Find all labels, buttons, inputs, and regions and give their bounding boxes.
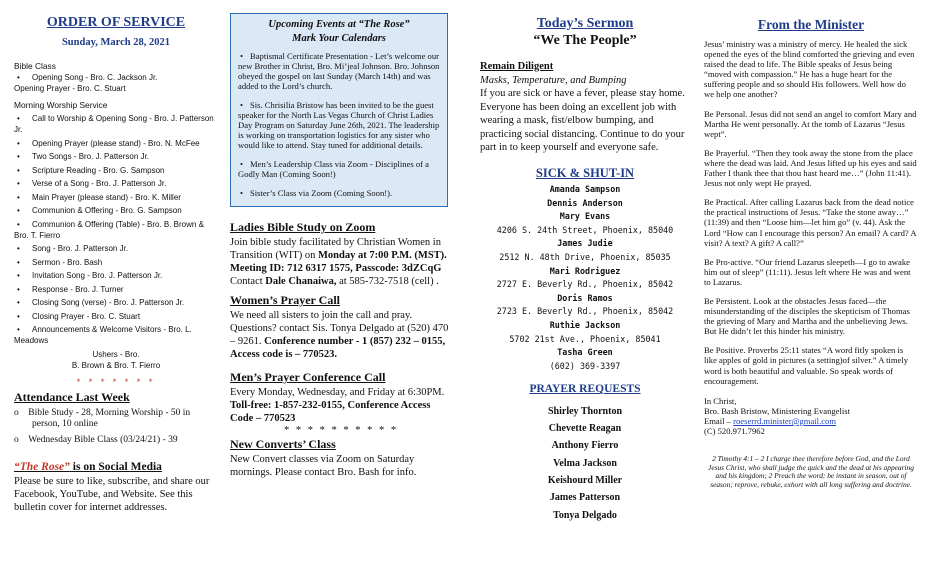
prayer-requests-title: PRAYER REQUESTS [529,383,641,396]
email-link[interactable]: roeserrd.minister@gmail.com [733,415,837,426]
list-item: • Announcements & Welcome Visitors - Bro. L. Meadows [14,324,218,346]
mens-prayer-title: Men’s Prayer Conference Call [230,370,386,384]
sick-name: Mary Evans [559,211,611,222]
minister-paragraph: Be Practical. After calling Lazarus back from the dead notice the practical instructions of Jesus. “Take the stone away…” (11:39) and then “Loose him—let him go” (v. 44). Ask the Lord “How can I encourage this person? An email? A card? A visit? A text? A gift? A call?” [704,197,917,248]
list-item: Opening Prayer - Bro. C. Stuart [14,84,126,93]
attendance-title: Attendance Last Week [14,389,130,404]
ladies-meeting-info: Monday at 7:00 P.M. (MST). Meeting ID: 712 6317 1575, Passcode: 3dZCqG [230,250,447,274]
prayer-requests-list [480,403,690,524]
sick-name: Doris Ramos [557,292,613,303]
list-item: • Call to Worship & Opening Song - Bro. J. Patterson Jr. [14,113,218,135]
sick-address: 2727 E. Beverly Rd., Phoenix, 85042 [496,279,674,290]
list-item: • Men’s Leadership Class via Zoom - Disciplines of a Godly Man (Coming Soon!) [238,159,440,179]
list-item: • Main Prayer (please stand) - Bro. K. Miller [14,192,218,203]
contact-name: Dale Chanaiwa, [265,276,337,287]
events-list [238,51,440,198]
contact-phone: at 585-732-7518 (cell) . [336,276,439,287]
new-converts-text: New Convert classes via Zoom on Saturday mornings. Please contact Bro. Bash for info. [230,454,417,478]
sick-name: Tasha Green [557,347,613,358]
attendance-list [14,408,218,447]
list-item: • Invitation Song - Bro. J. Patterson Jr. [14,270,218,281]
remain-diligent-title: Remain Diligent [480,61,554,72]
email-label: Email – [704,415,734,426]
list-item: • Sis. Chrisilia Bristow has been invited to be the guest speaker for the North Las Vegas Church of Christ Ladies Day Program on Saturday June 26th, 2021. The leadership is working on transportation logistics for any sister who would like to attend. Stay tuned for additional details. [238,100,440,150]
prayer-name: Keishourd Miller [547,475,623,486]
sermon-column [480,0,690,563]
minister-title: From the Minister [757,17,865,32]
womens-text: We need all sisters to join the call and pray. Questions? contact Sis. Tonya Delgado at (520) 470 – 9261. [230,310,449,347]
social-media-title [14,462,218,473]
list-item: • Verse of a Song - Bro. J. Patterson Jr. [14,178,218,189]
new-converts-title: New Converts’ Class [230,437,336,451]
list-item: • Baptismal Certificate Presentation - Let’s welcome our new Brother in Christ, Bro. Mi’jeal Johnson. Bro. Johnson obeyed the gospel on last Sunday (March 14th) and was added to the Lord’s church. [238,51,440,91]
womens-prayer-title: Women’s Prayer Call [230,293,340,307]
ladies-contact [230,275,452,288]
remain-diligent-subtitle: Masks, Temperature, and Bumping [480,74,627,86]
events-column [230,0,452,563]
prayer-name: Anthony Fierro [551,440,619,452]
social-media-text: Please be sure to like, subscribe, and share our Facebook, YouTube, and Website. See this bulletin cover for internet addresses. [14,476,210,513]
mens-conference-info: Toll-free: 1-857-232-0155, Conference Access Code – 770523 [230,400,431,424]
minister-paragraph: Be Prayerful. “Then they took away the stone from the place where the dead was laid. And Jesus lifted up his eyes and said Father I thank thee that thou hast heard me…” (John 11:41). Jesus not only wept He prayed. [704,147,917,189]
minister-name: Bro. Bash Bristow, Ministering Evangelist [704,405,851,416]
list-item: • Response - Bro. J. Turner [14,284,218,295]
prayer-name: Shirley Thornton [548,405,622,417]
sick-shut-in-title: SICK & SHUT-IN [535,165,635,180]
ladies-text: Join bible study facilitated by Christian Women in Transition (WIT) on [230,237,441,261]
prayer-name: Chevette Reagan [548,423,622,435]
phone-number: (C) 520.971.7962 [704,426,765,436]
sick-name: Mari Rodriguez [549,265,621,276]
sick-address: 4206 S. 24th Street, Phoenix, 85040 [496,224,674,235]
sick-address: 2723 E. Beverly Rd., Phoenix, 85042 [496,306,674,317]
list-item: • Communion & Offering (Table) - Bro. B. Brown & Bro. T. Fierro [14,219,218,241]
mens-text: Every Monday, Wednesday, and Friday at 6:30PM. [230,387,445,398]
list-item: o Wednesday Bible Class (03/24/21) - 39 [14,434,178,445]
mens-prayer-text [230,386,452,425]
minister-paragraph: Be Personal. Jesus did not send an angel to comfort Mary and Martha He went personally. At the tomb of Lazarus “Jesus wept”. [704,108,917,139]
list-item: • Sister’s Class via Zoom (Coming Soon!). [238,188,440,198]
minister-paragraph: Be Positive. Proverbs 25:11 states “A word fitly spoken is like apples of gold in pictures (a setting)of silver.” A timely word is both beautiful and valuable. So speak words of encouragement. [704,345,909,386]
womens-prayer-text [230,309,452,361]
order-of-service-column [14,0,218,563]
minister-column [704,0,918,563]
ushers-line [14,349,218,371]
bible-class-heading: Bible Class [14,61,56,71]
events-title: Upcoming Events at “The Rose” [268,19,410,30]
sick-address: 5702 21st Ave., Phoenix, 85041 [509,333,661,344]
sick-name: Dennis Anderson [547,197,623,208]
star-divider: * * * * * * * [76,376,156,387]
list-item: o Bible Study - 28, Morning Worship - 50 in person, 10 online [14,407,191,429]
sick-name: James Judie [557,238,613,249]
list-item: • Communion & Offering - Bro. G. Sampson [14,205,218,216]
prayer-name: James Patterson [549,492,621,504]
upcoming-events-box [230,13,448,207]
minister-paragraph: Jesus’ ministry was a ministry of mercy. He healed the sick opened the eyes of the blind comforted the grieving and even raised the dead to life. The Bible speaks of Jesus being “moved with compassion.” He has a huge heart for the suffering people and so should His followers. Well how do we help one another? [704,39,915,100]
the-rose-label: “The Rose” [14,461,70,473]
prayer-name: Velma Jackson [553,457,617,469]
sign-off: In Christ, [704,395,737,406]
sermon-title: “We The People” [533,32,637,48]
sick-address: 2512 N. 48th Drive, Phoenix, 85035 [499,251,671,262]
list-item: • Opening Song - Bro. C. Jackson Jr. [14,72,218,83]
remain-diligent-text: If you are sick or have a fever, please stay home. Everyone has been doing an excellent job with wearing a mask, fist/elbow bumping, and practicing social distancing. Continue to do your part in to keep yourself and everyone safe. [480,88,685,153]
events-subtitle: Mark Your Calendars [292,33,386,44]
email-line [704,416,918,426]
contact-label: Contact [230,276,266,287]
minister-paragraphs [704,39,918,386]
list-item: • Two Songs - Bro. J. Patterson Jr. [14,151,218,162]
prayer-name: Tonya Delgado [553,509,617,521]
list-item: • Scripture Reading - Bro. G. Sampson [14,165,218,176]
worship-list [14,113,218,346]
star-divider: * * * * * * * * * * [283,425,399,436]
ushers-names: B. Brown & Bro. T. Fierro [71,360,161,370]
scripture-verse: 2 Timothy 4:1 – 2 I charge thee therefore before God, and the Lord Jesus Christ, who shall judge the quick and the dead at his appearing and his kingdom; 2 Preach the word; be instant in season, out of season; reprove, rebuke, exhort with all long suffering and doctrine. [708,454,914,489]
sick-name: Amanda Sampson [549,184,621,194]
signature-block [704,396,918,436]
list-item: • Closing Prayer - Bro. C. Stuart [14,311,218,322]
sick-name: Ruthie Jackson [549,319,621,330]
ushers-label: Ushers - Bro. [92,349,140,359]
sick-address: (602) 369-3397 [549,360,621,371]
service-date: Sunday, March 28, 2021 [61,37,171,48]
ladies-study-text [230,236,452,275]
womens-conference-info: Conference number - 1 (857) 232 – 0155, Access code is – 770523. [230,336,446,360]
worship-heading: Morning Worship Service [14,100,108,110]
ladies-study-title: Ladies Bible Study on Zoom [230,220,376,234]
list-item: • Opening Prayer (please stand) - Bro. N. McFee [14,138,218,149]
list-item: • Closing Song (verse) - Bro. J. Patterson Jr. [14,297,218,308]
sick-shut-in-list [480,183,690,373]
minister-paragraph: Be Persistent. Look at the obstacles Jesus faced—the misunderstanding of the disciples the skepticism of Thomas the grieving of Mary and Martha and the unbelieving Jews. But He didn’t let this hinder his ministry. [704,295,910,337]
order-of-service-title: ORDER OF SERVICE [46,15,186,30]
list-item: • Song - Bro. J. Patterson Jr. [14,243,218,254]
sermon-heading: Today’s Sermon [536,16,634,31]
bible-class-list [14,72,218,83]
social-title-rest: is on Social Media [69,461,162,473]
minister-paragraph: Be Pro-active. “Our friend Lazarus sleepeth—I go to awake him out of sleep” (11:11). Jesus left where He was and went to Lazarus. [704,256,911,287]
list-item: • Sermon - Bro. Bash [14,257,218,268]
